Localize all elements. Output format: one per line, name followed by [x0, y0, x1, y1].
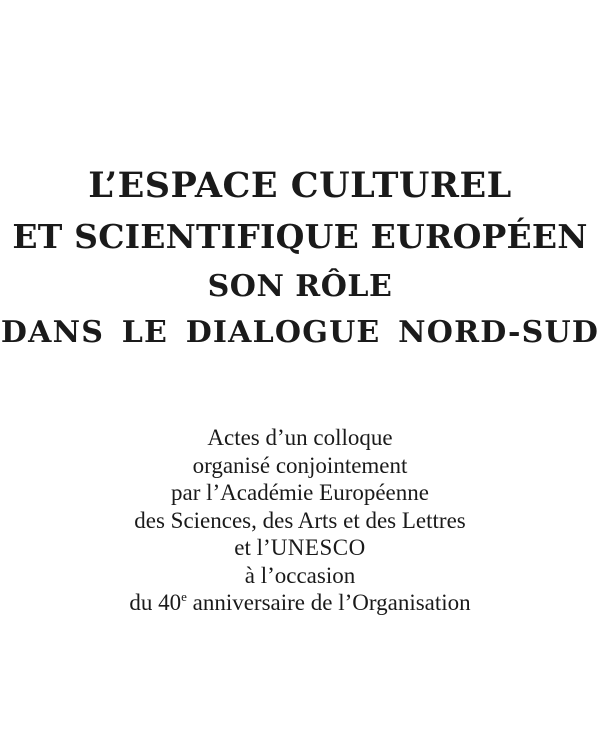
book-subtitle	[0, 424, 600, 617]
subtitle-line-5	[0, 534, 600, 562]
subtitle-line-4: des Sciences, des Arts et des Lettres	[134, 507, 466, 533]
organization-name: UNESCO	[270, 535, 366, 560]
title-line-3: SON RÔLE	[207, 269, 393, 304]
title-line-4: DANS LE DIALOGUE NORD-SUD	[0, 315, 600, 350]
subtitle-line-2: organisé conjointement	[192, 452, 408, 478]
title-line-1: L’ESPACE CULTUREL	[88, 165, 512, 206]
subtitle-line-7-suffix: anniversaire de l’Organisation	[186, 590, 471, 615]
subtitle-line-1: Actes d’un colloque	[207, 425, 393, 450]
subtitle-line-3: par l’Académie Européenne	[171, 480, 429, 505]
subtitle-line-5-prefix: et l’	[234, 535, 271, 560]
title-line-2: ET SCIENTIFIQUE EUROPÉEN	[12, 217, 588, 256]
book-title	[0, 165, 600, 364]
subtitle-line-7-prefix: du 40	[129, 590, 182, 615]
subtitle-line-7	[0, 589, 600, 617]
ordinal-superscript: e	[181, 589, 187, 604]
subtitle-line-6: à l’occasion	[244, 562, 356, 588]
